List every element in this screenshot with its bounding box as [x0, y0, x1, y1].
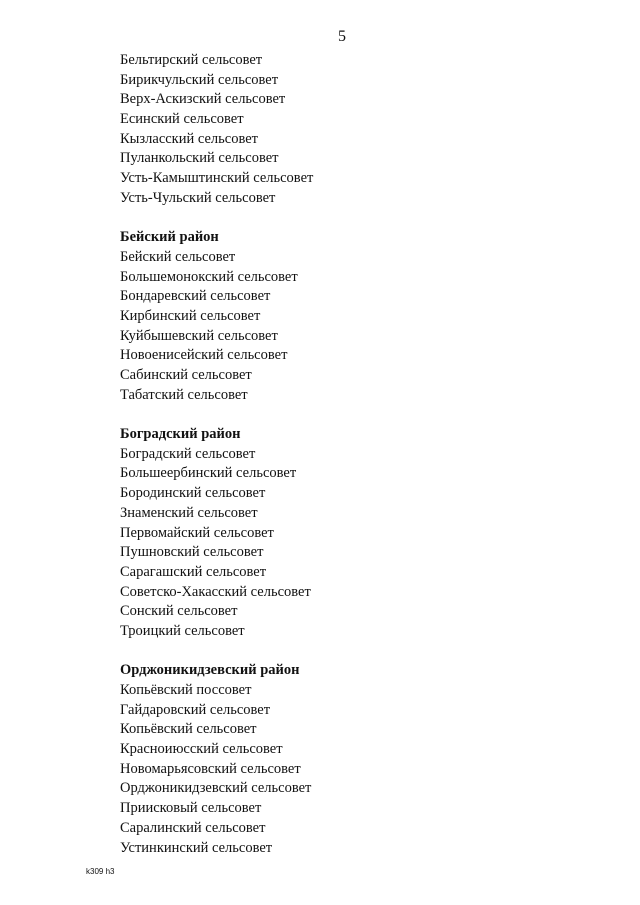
list-item: Усть-Камыштинский сельсовет — [120, 170, 314, 187]
document-body — [120, 51, 313, 858]
section-ordzhonikidzevsky — [120, 661, 313, 858]
list-item: Красноиюсский сельсовет — [120, 741, 283, 758]
list-item: Куйбышевский сельсовет — [120, 327, 278, 344]
list-item: Устинкинский сельсовет — [120, 839, 273, 856]
list-item: Пуланкольский сельсовет — [120, 150, 279, 167]
list-item: Бельтирский сельсовет — [120, 52, 263, 68]
list-item: Советско-Хакасский сельсовет — [120, 583, 311, 600]
list-item: Копьёвский поссовет — [120, 682, 252, 698]
list-item: Бородинский сельсовет — [120, 485, 266, 502]
section-heading: Бейский район — [120, 229, 219, 246]
list-item: Новоенисейский сельсовет — [120, 347, 288, 364]
list-item: Бондаревский сельсовет — [120, 288, 271, 305]
list-item: Большемонокский сельсовет — [120, 268, 298, 285]
footer-code: k309 h3 — [86, 867, 115, 876]
list-item: Троицкий сельсовет — [120, 622, 245, 639]
list-item: Кызласский сельсовет — [120, 130, 258, 147]
list-item: Большеербинский сельсовет — [120, 465, 297, 482]
list-item: Усть-Чульский сельсовет — [120, 189, 276, 206]
section-beysky — [120, 228, 313, 405]
list-item: Сонский сельсовет — [120, 603, 238, 620]
list-item: Орджоникидзевский сельсовет — [120, 780, 312, 797]
list-item: Копьёвский сельсовет — [120, 721, 257, 738]
section-gap — [120, 405, 313, 425]
list-item: Новомарьясовский сельсовет — [120, 760, 301, 777]
list-item: Кирбинский сельсовет — [120, 307, 261, 324]
list-item: Бейский сельсовет — [120, 248, 236, 265]
list-item: Боградский сельсовет — [120, 445, 256, 462]
section-heading: Боградский район — [120, 426, 241, 443]
list-item: Бирикчульский сельсовет — [120, 71, 279, 88]
list-item: Верх-Аскизский сельсовет — [120, 91, 286, 108]
section-gap — [120, 642, 313, 662]
list-item: Табатский сельсовет — [120, 386, 248, 403]
section-bogradsky — [120, 425, 313, 642]
list-item: Есинский сельсовет — [120, 111, 244, 128]
list-item: Приисковый сельсовет — [120, 800, 262, 817]
list-item: Сарагашский сельсовет — [120, 563, 267, 580]
list-item: Первомайский сельсовет — [120, 524, 274, 541]
list-item: Саралинский сельсовет — [120, 819, 266, 836]
list-item: Знаменский сельсовет — [120, 504, 258, 521]
section-gap — [120, 209, 313, 229]
page-number: 5 — [338, 28, 346, 45]
first-list — [120, 51, 313, 209]
list-item: Пушновский сельсовет — [120, 544, 264, 561]
section-heading: Орджоникидзевский район — [120, 662, 300, 679]
list-item: Сабинский сельсовет — [120, 367, 252, 383]
list-item: Гайдаровский сельсовет — [120, 701, 271, 718]
